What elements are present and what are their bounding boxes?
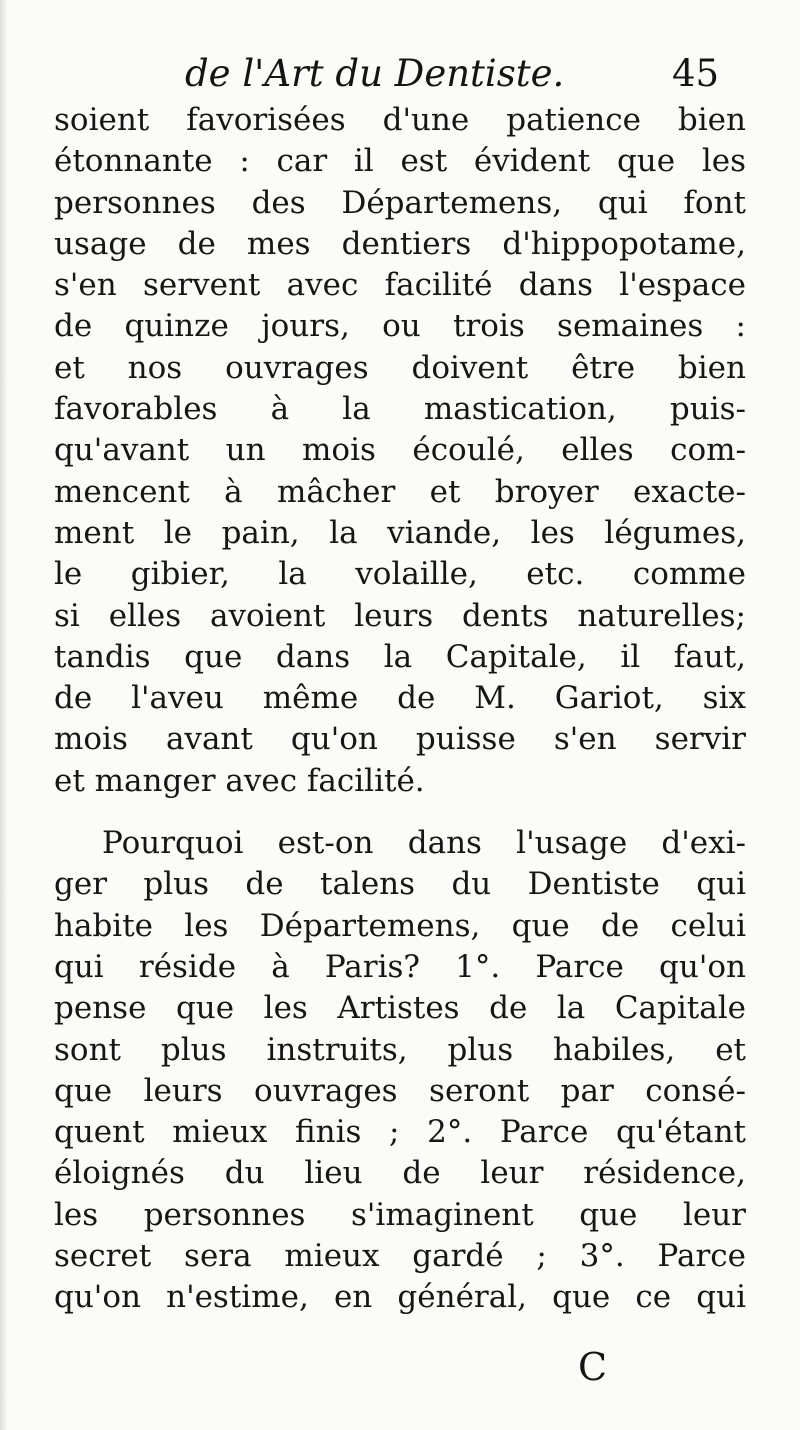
text-line: pense que les Artistes de la Capitale [54,990,746,1027]
text-line: Pourquoi est-on dans l'usage d'exi- [102,825,746,862]
text-line: les personnes s'imaginent que leur [54,1196,746,1233]
text-line: sont plus instruits, plus habiles, et [54,1031,746,1068]
signature-mark: C [578,1345,608,1389]
text-line: usage de mes dentiers d'hippopotame, [54,225,746,262]
text-line: ger plus de talens du Dentiste qui [54,866,746,903]
text-line: si elles avoient leurs dents naturelles; [54,597,746,634]
text-line: habite les Départemens, que de celui [54,907,746,944]
text-line: personnes des Départemens, qui font [54,184,746,221]
text-line: éloignés du lieu de leur résidence, [54,1155,746,1192]
text-line: que leurs ouvrages seront par consé- [54,1072,746,1109]
text-line: qu'on n'estime, en général, que ce qui [54,1279,746,1316]
text-line: ment le pain, la viande, les légumes, [54,514,746,551]
text-line: étonnante : car il est évident que les [54,143,746,180]
text-line: de l'aveu même de M. Gariot, six [54,680,746,717]
text-line: le gibier, la volaille, etc. comme [54,556,746,593]
text-line: soient favorisées d'une patience bien [54,102,746,138]
text-line: qui réside à Paris? 1°. Parce qu'on [54,948,746,985]
text-line: tandis que dans la Capitale, il faut, [54,638,746,675]
text-line: s'en servent avec facilité dans l'espace [54,267,746,304]
paragraph-2 [54,823,746,1319]
page-body [54,100,746,1319]
paragraph-gap [54,802,746,823]
text-line: secret sera mieux gardé ; 3°. Parce [54,1238,746,1275]
text-line: favorables à la mastication, puis- [54,391,746,428]
running-title: de l'Art du Dentiste. [185,52,565,95]
page-edge-shadow [0,0,8,1430]
text-line: quent mieux finis ; 2°. Parce qu'étant [54,1114,746,1151]
text-line: qu'avant un mois écoulé, elles com- [54,432,746,469]
text-line: mencent à mâcher et broyer exacte- [54,473,746,510]
page-number: 45 [672,52,720,95]
text-line: et nos ouvrages doivent être bien [54,349,746,386]
page-header [0,52,800,102]
text-line: de quinze jours, ou trois semaines : [54,308,746,345]
paragraph-1 [54,100,746,802]
text-line: et manger avec facilité. [54,762,425,799]
text-line: mois avant qu'on puisse s'en servir [54,721,746,758]
